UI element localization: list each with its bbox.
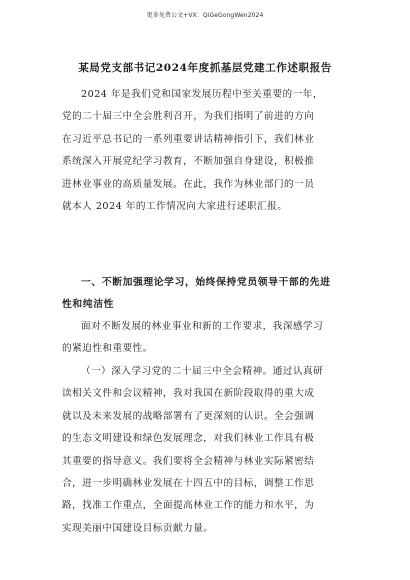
intro-paragraph xyxy=(62,84,352,218)
watermark-text: 更多免费公文+VX：QiGeGongWen2024 xyxy=(146,12,264,19)
paragraph-line: 的紧迫性和重要性。 xyxy=(62,343,153,355)
paragraph-line: 的生态文明建设和绿色发展理念，对我们林业工作具有极 xyxy=(62,433,315,445)
paragraph-line: 合，进一步明确林业发展在十四五中的目标，调整工作思 xyxy=(62,478,315,490)
paragraph-line: 路，找准工作重点，全面提高林业工作的能力和水平，为 xyxy=(62,500,315,512)
paragraph-line: 党的二十届三中全会胜利召开，为我们指明了前进的方向 xyxy=(62,111,315,123)
paragraph-line: 其重要的指导意义。我们要将全会精神与林业实际紧密结 xyxy=(62,455,315,467)
heading-line: 性和纯洁性 xyxy=(62,299,114,310)
paragraph-line: 系统深入开展党纪学习教育，不断加强自身建设，积极推 xyxy=(62,156,315,168)
paragraph-line: 就本人 2024 年的工作情况向大家进行述职汇报。 xyxy=(62,201,288,213)
paragraph-line: 就以及未来发展的战略部署有了更深刻的认识。全会强调 xyxy=(62,410,315,422)
paragraph-line: 进林业事业的高质量发展。在此，我作为林业部门的一员 xyxy=(62,178,315,190)
paragraph-line: 读相关文件和会议精神，我对我国在新阶段取得的重大成 xyxy=(62,388,315,400)
paragraph-line: 2024 年是我们党和国家发展历程中至关重要的一年， xyxy=(81,89,323,100)
paragraph-line: 面对不断发展的林业事业和新的工作要求，我深感学习 xyxy=(81,321,324,332)
heading-line: 一、不断加强理论学习，始终保持党员领导干部的先进 xyxy=(81,277,331,288)
paragraph-line: 在习近平总书记的一系列重要讲话精神指引下，我们林业 xyxy=(62,133,315,145)
document-title: 某局党支部书记2024年度抓基层党建工作述职报告 xyxy=(78,62,332,74)
paragraph-line: （一）深入学习党的二十届三中全会精神。通过认真研 xyxy=(81,366,324,377)
subsection-paragraph xyxy=(62,361,352,540)
section-intro-paragraph xyxy=(62,316,352,361)
section-heading xyxy=(62,272,354,316)
paragraph-line: 实现美丽中国建设目标贡献力量。 xyxy=(62,522,214,534)
